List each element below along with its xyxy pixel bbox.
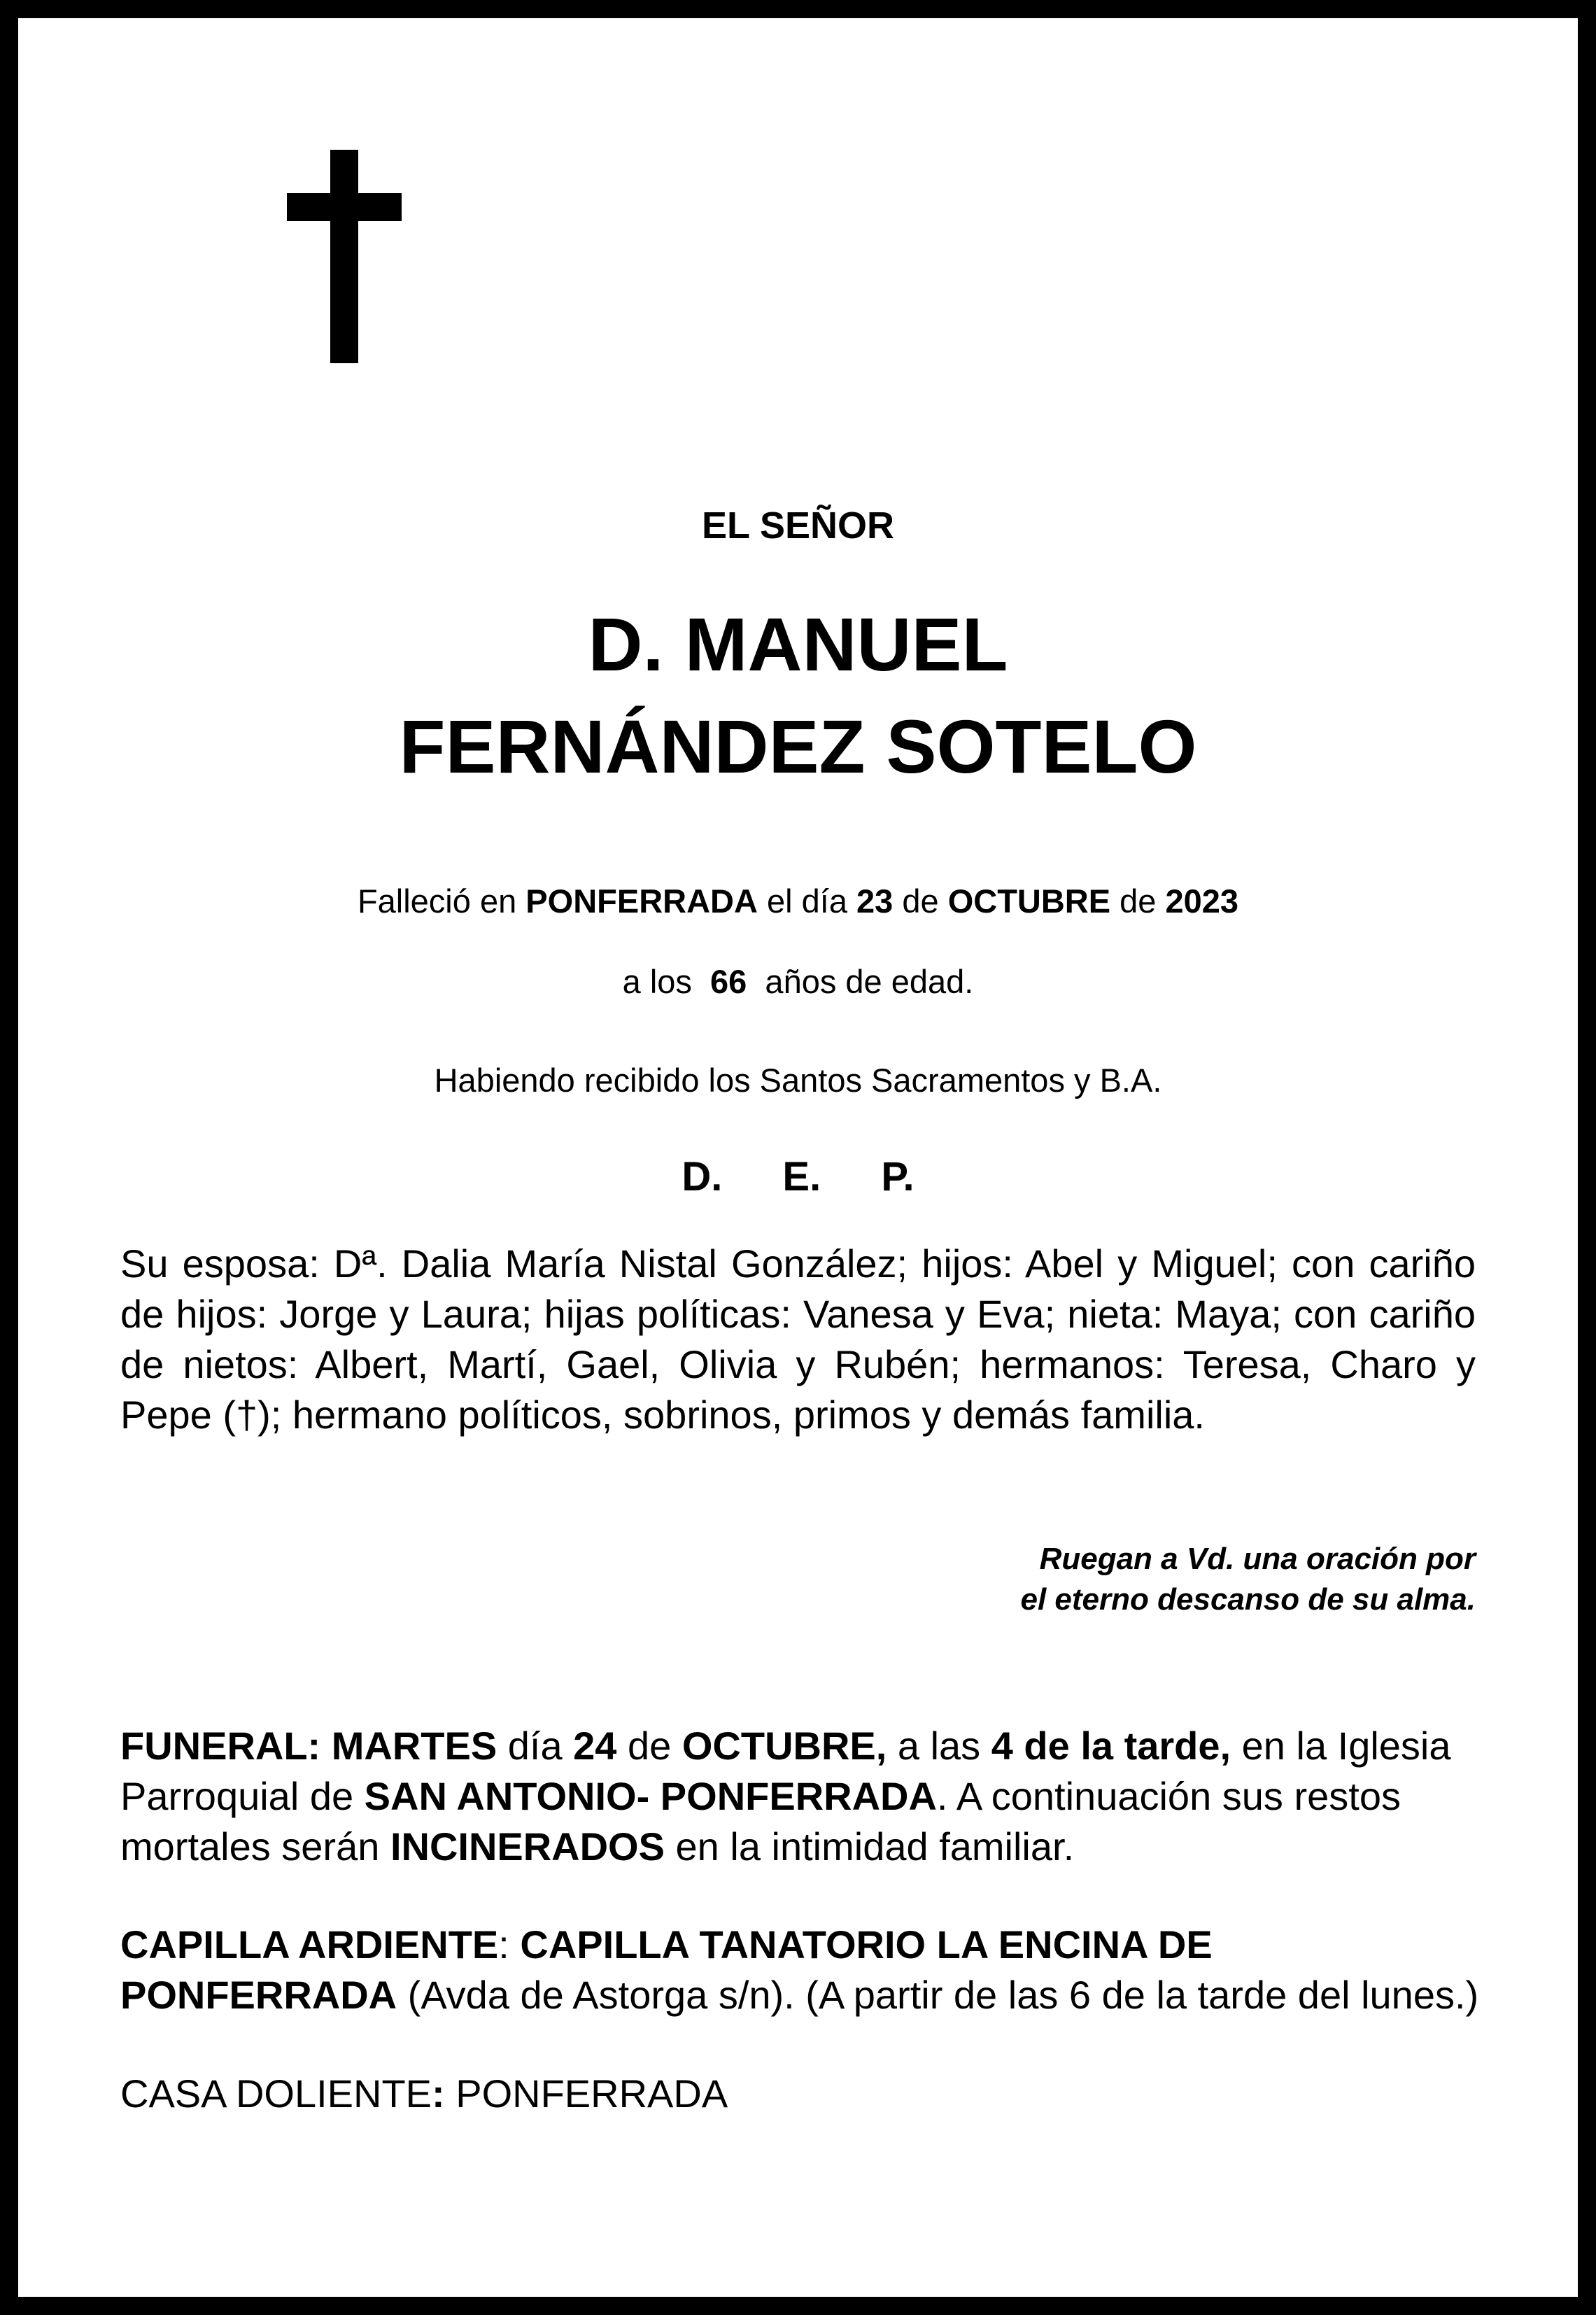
prayer-line-2: el eterno descanso de su alma.	[1020, 1582, 1476, 1617]
funeral-text-4: en la Iglesia Parroquial de	[120, 1724, 1451, 1818]
deceased-name	[18, 593, 1578, 798]
funeral-day: 24	[573, 1724, 617, 1768]
dep-line: D. E. P.	[682, 1154, 914, 1199]
name-line-1: D. MANUEL	[588, 602, 1008, 687]
capilla-label: CAPILLA ARDIENTE	[120, 1922, 499, 1966]
age-post: años de edad.	[756, 963, 974, 1000]
funeral-time: 4 de la tarde,	[991, 1724, 1231, 1768]
prayer-line-1: Ruegan a Vd. una oración por	[1039, 1542, 1476, 1576]
death-text-2: el día	[757, 882, 857, 920]
capilla-paragraph	[120, 1920, 1492, 2020]
funeral-text-5: . A continuación sus restos mortales serán	[120, 1774, 1401, 1869]
funeral-text-3: a las	[887, 1724, 991, 1768]
funeral-paragraph	[120, 1721, 1492, 1872]
casa-doliente-line	[120, 2069, 1492, 2119]
prayer-request	[1021, 1539, 1476, 1620]
capilla-rest: (Avda de Astorga s/n). (A partir de las 6 de la tarde del lunes.)	[397, 1973, 1479, 2017]
sacraments-line: Habiendo recibido los Santos Sacramentos y B.A.	[434, 1062, 1162, 1099]
funeral-month: OCTUBRE,	[682, 1724, 887, 1768]
death-place: PONFERRADA	[525, 882, 758, 920]
name-line-2: FERNÁNDEZ SOTELO	[399, 704, 1197, 789]
casa-label: CASA DOLIENTE	[120, 2071, 432, 2116]
funeral-text-6: en la intimidad familiar.	[664, 1824, 1075, 1869]
death-line	[18, 882, 1578, 920]
death-year: 2023	[1165, 882, 1239, 920]
capilla-sep: :	[498, 1922, 521, 1966]
death-text-4: de	[1110, 882, 1166, 920]
age-line	[18, 962, 1578, 1001]
cross-icon	[287, 150, 402, 363]
age-value: 66	[710, 963, 747, 1000]
funeral-text-1: día	[497, 1724, 574, 1768]
obituary-page	[18, 18, 1578, 2297]
age-pre: a los	[622, 963, 701, 1000]
casa-value: PONFERRADA	[456, 2071, 728, 2116]
family-paragraph: Su esposa: Dª. Dalia María Nistal González; hijos: Abel y Miguel; con cariño de hijos: Jorge y Laura; hijas políticas: Vanesa y Eva; nieta: Maya; con cariño de nietos: Albert, Martí, Gael, Olivia y Rubén; hermanos: Teresa, Charo y Pepe (†); hermano políticos, sobrinos, primos y demás familia.	[120, 1241, 1476, 1437]
casa-sep: :	[432, 2071, 456, 2116]
capilla-place: CAPILLA TANATORIO LA ENCINA DE PONFERRADA	[120, 1922, 1213, 2017]
death-month: OCTUBRE	[947, 882, 1111, 920]
funeral-label: FUNERAL: MARTES	[120, 1724, 497, 1768]
death-day: 23	[856, 882, 894, 920]
funeral-text-2: de	[616, 1724, 682, 1768]
title-label: EL SEÑOR	[701, 505, 895, 547]
death-text-1: Falleció en	[357, 882, 526, 920]
funeral-disposition: INCINERADOS	[390, 1824, 665, 1869]
death-text-3: de	[893, 882, 948, 920]
funeral-church: SAN ANTONIO- PONFERRADA	[364, 1774, 937, 1818]
